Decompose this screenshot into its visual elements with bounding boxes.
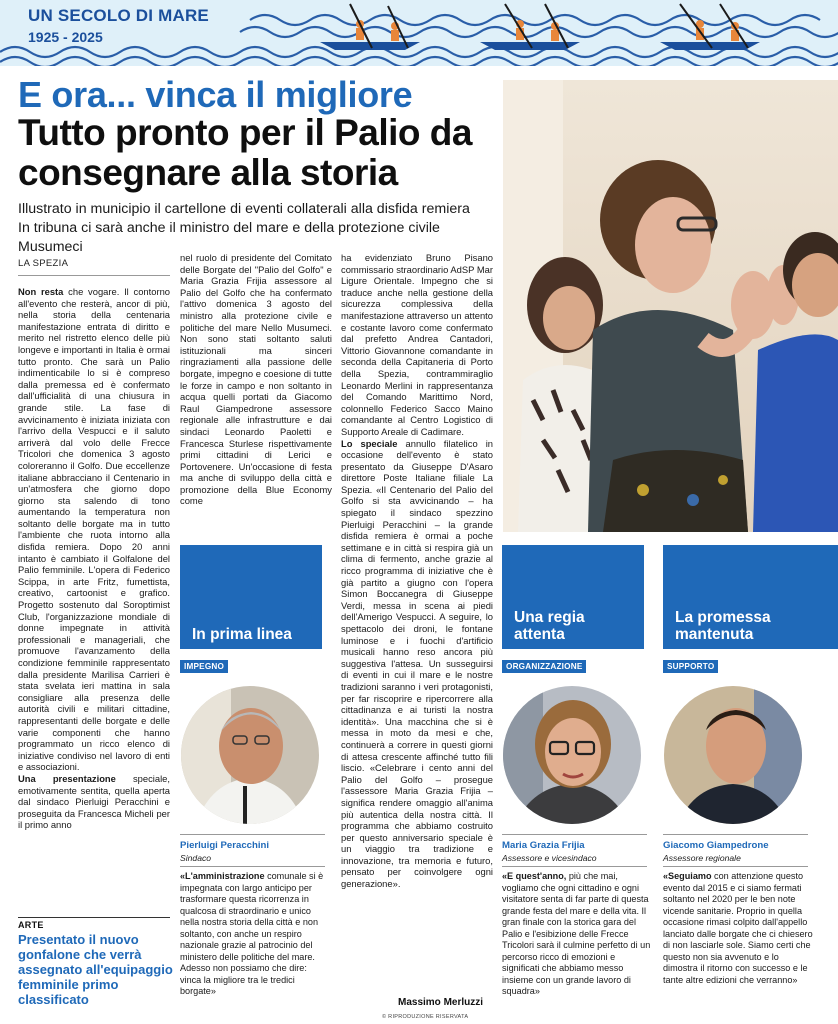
portrait-peracchini — [181, 686, 319, 824]
person-name: Pierluigi Peracchini — [180, 840, 270, 851]
person-role: Assessore e vicesindaco — [502, 853, 597, 863]
arte-tag: ARTE — [18, 920, 44, 930]
article-column-2 — [180, 252, 332, 534]
section-title: UN SECOLO DI MARE — [28, 6, 209, 25]
sidebar-heading-box — [663, 545, 775, 649]
body-text: annullo filatelico in occasione dell'evento è stato presentato da Giuseppe D'Asaro direttore Poste Italiane filiale La Spezia. «Il Centenario del Palio del Golfo si sta avvicinando – ha spiegato il sindaco spezzino Pierluigi Peracchini – la grande disfida remiera è ormai a poche settimane e in città si respira già un clima di fermento, anche grazie al ricco programma di iniziative che è già partito a giugno con l'opera Simon Boccanegra di Giuseppe Verdi, messa in scena ai piedi dell'Amerigo Vespucci. A seguire, lo spettacolo dei droni, le fontane luminose e i fuochi d'artificio musicali hanno reso ancora più suggestiva l'attesa. Un susseguirsi di eventi in cui il mare e le nostre tradizioni saranno i veri protagonisti, per far riscoprire e ripercorrere alla cittadinanza e ai turisti la nostra identità». Una macchina che si è messa in moto da mesi e che, continuerà a correre in questi giorni di attesa crescente affinché tutto fili liscio. «Celebrare i cento anni del Palio del Golfo – prosegue l'assessore Maria Grazia Frijia – significa rendere omaggio all'anima più autentica della nostra città. Il programma che abbiamo costruito per questo anniversario speciale è un viaggio tra tradizione e innovazione, tra memoria e futuro, pensato per coinvolgere ogni generazione». — [341, 437, 493, 890]
section-years: 1925 - 2025 — [28, 29, 103, 45]
lead-in: Lo speciale — [341, 437, 398, 449]
body-text: che vogare. Il contorno all'evento che resterà, ancor di più, nella storia della centenaria manifestazione entrata di diritto e merito nel ristretto elenco delle più longeve e importanti in Italia è ormai tutto pronto. Che sarà un Palio indimenticabile lo si è compreso dalla premessa ed è confermato dall'ufficialità di una chiusura in grande stile. La fase di avvicinamento è iniziata iniziata con l'arrivo della Vespucci e il saluto arriverà dal volo delle Frecce Tricolori che domenica 3 agosto coloreranno il Golfo. Due eccellenze italiane abbracciano il Centenario in un'atmosfera che giorno dopo giorno sta salendo di tono aumentando la temperatura non soltanto delle borgate ma in tutto l'ambiente che ruota intorno alla disfida remiera. Dopo 20 anni intanto è cambiato il Golfalone del Palio femminile. L'opera di Federico Scippa, in arte Fritz, fumettista, creativo, cartoonist e grafico. Progetto sostenuto dal Soroptimist Club, l'organizzazione mondiale di donne impegnate in attività professionali e manageriali, che promuove l'avanzamento della condizione femminile rappresentato dalla presidente Marilisa Carrieri è stata svelata ieri mattina in sala consigliare alla presenza delle autorità civili e militari cittadine, rappresentanti delle borgate e delle varie componenti che hanno programmato un ricco elenco di iniziative condiviso nel lavoro di enti e associazioni. — [18, 286, 170, 773]
quote-text: comunale si è impegnata con largo anticipo per trasformare questa ricorrenza in qualcosa di straordinario e unico nella nostra storia della città e non soltanto, con anche un respiro nazionale grazie al patrocinio del ministero delle politiche del mare. Adesso non possiamo che dire: vinca la migliore tra le tredici borgate» — [180, 871, 324, 996]
quote-lead: «L'amministrazione — [180, 871, 265, 881]
lead-in: Non resta — [18, 286, 64, 297]
divider — [502, 834, 647, 835]
sidebar-tag: SUPPORTO — [663, 660, 718, 673]
copyright-notice: © RIPRODUZIONE RISERVATA — [382, 1014, 469, 1020]
sidebar-heading-box-extension — [775, 545, 838, 649]
person-name: Maria Grazia Frijia — [502, 840, 585, 851]
divider — [18, 917, 170, 918]
sidebar-heading-box — [502, 545, 644, 649]
article-headline: Tutto pronto per il Palio da consegnare alla storia — [18, 112, 472, 193]
portrait-frijia — [503, 686, 641, 824]
quote-lead: «E quest'anno, — [502, 871, 567, 881]
sidebar-heading-box — [180, 545, 322, 649]
sidebar-tag: ORGANIZZAZIONE — [502, 660, 586, 673]
article-column-3 — [341, 252, 493, 1012]
quote-text: con attenzione questo evento dal 2015 e ci siamo fermati soltanto nel 2020 per le ben note vicende sanitarie. Proprio in quella occasione rimasi colpito dall'appello lanciato dalle borgate che ci chiesero di non lasciarle sole. Siamo certi che questo non sia avvenuto e lo dimostra il ritorno con successo e le tante altre edizioni che verranno» — [663, 871, 813, 985]
article-column-1 — [18, 286, 170, 914]
section-banner — [0, 0, 838, 66]
divider — [663, 866, 808, 867]
sidebar-heading: La promessa mantenuta — [675, 609, 771, 643]
person-quote — [663, 871, 813, 986]
divider — [180, 866, 325, 867]
quote-text: più che mai, vogliamo che ogni cittadino e ogni visitatore senta di far parte di questa grande festa del mare e della vita. Il gran finale con la storica gara del Palio e l'esibizione delle Frecce Tricolori sarà il culmine perfetto di un percorso ricco di emozioni e significati che abbiamo messo insieme con un grande lavoro di squadra» — [502, 871, 651, 996]
dateline: LA SPEZIA — [18, 258, 170, 276]
arte-title: Presentato il nuovo gonfalone che verrà assegnato all'equipaggio femminile primo classificato — [18, 932, 173, 1007]
main-photo — [503, 80, 838, 532]
sidebar-tag: IMPEGNO — [180, 660, 228, 673]
lead-in: Una presentazione — [18, 772, 116, 784]
author-signature: Massimo Merluzzi — [398, 997, 484, 1008]
divider — [663, 834, 808, 835]
divider — [180, 834, 325, 835]
person-role: Assessore regionale — [663, 853, 741, 863]
subhead-line: In tribuna ci sarà anche il ministro del mare e della protezione civile Musumeci — [18, 220, 440, 255]
body-text: ha evidenziato Bruno Pisano commissario straordinario AdSP Mar Ligure Orientale. Impegno che si traduce anche nella gestione della sicurezza complessiva della manifestazione attraverso un attento e costante lavoro come confermato dal prefetto Andrea Cantadori, Vittorio Giovannone comandante in seconda della Capitaneria di Porto della Spezia, contrammiraglio Leonardo Merlini in rappresentanza del Comando Marittimo Nord, colonnello Federico Sacco Maino comandante al Centro Logistico di Supporto Areale di Cadimare. — [341, 252, 493, 437]
portrait-giampedrone — [664, 686, 802, 824]
divider — [502, 866, 647, 867]
sidebar-heading: Una regia attenta — [514, 609, 585, 643]
article-kicker: E ora... vinca il migliore — [18, 74, 413, 115]
article-subhead — [18, 200, 498, 257]
subhead-line: Illustrato in municipio il cartellone di eventi collaterali alla disfida remiera — [18, 201, 470, 217]
body-text: nel ruolo di presidente del Comitato delle Borgate del "Palio del Golfo" e Maria Grazia Frijia assessore al Palio del Golfo che ha confermato l'attivo domenica 3 agosto del ministro alla protezione civile e politiche del mare Nello Musumeci. Non sono stati soltanto saluti istituzionali ma sinceri ringraziamenti alla passione delle borgate, impegno e coesione di tutte le forze in campo e non soltanto in acqua quelli portati da Giacomo Raul Giampedrone assessore regionale alle infrastrutture e dai sindaci Leonardo Paoletti e Francesca Sturlese rispettivamente primi cittadini di Lerici e Portovenere. Un'occasione di festa ma anche di sviluppo della città e promozione della Blue Economy come — [180, 252, 332, 507]
person-role: Sindaco — [180, 853, 212, 863]
sidebar-heading: In prima linea — [192, 626, 292, 643]
person-quote — [180, 871, 330, 998]
person-quote — [502, 871, 652, 998]
quote-lead: «Seguiamo — [663, 871, 712, 881]
body-text: speciale, emotivamente sentita, quella aperta dal sindaco Pierluigi Peracchini e proseguita da Francesca Micheli per il primo anno — [18, 772, 170, 831]
person-name: Giacomo Giampedrone — [663, 840, 769, 851]
